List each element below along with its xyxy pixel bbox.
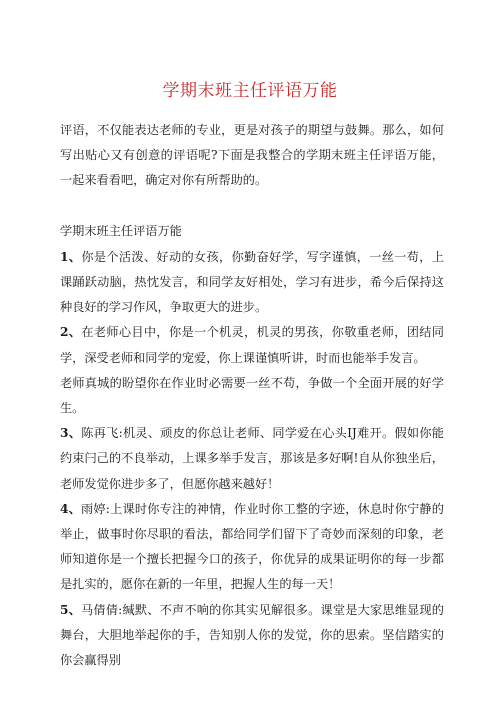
- item-text: 陈再飞:机灵、顽皮的你总让老师、同学爱在心头IJ难开。假如你能约束闩己的不良举动，上课多举手发言，那该是多好啊!自从你独坐后，老师发觉你进步多了，但愿你越来越好！: [60, 426, 444, 491]
- list-item: [60, 421, 444, 497]
- item-number: 2、: [60, 325, 82, 340]
- item-text: 马倩倩:缄默、不声不响的你其实见解很多。课堂是大家思维显现的舞台，大胆地举起你的手，告知别人你的发觉，你的思索。坚信踏实的你会赢得别: [60, 602, 444, 668]
- item-text: 老师真城的盼望你在作业时必需要一丝不苟，争做一个全面开展的好学生。: [60, 375, 444, 416]
- item-text: 雨婷:上课时你专注的神情，作业时你工整的字迹，休息时你宁静的举止，做事时你尽职的看法，都给同学们留下了奇妙而深刻的印象，老师知道你是一个擅长把握今口的孩子，你优异的成果证明你的每一步都是扎实的，愿你在新的一年里，把握人生的每一天！: [60, 501, 444, 592]
- list-item: [60, 497, 444, 598]
- item-number: 5、: [60, 602, 82, 617]
- document-body: [60, 118, 444, 673]
- item-number: 3、: [60, 426, 82, 441]
- item-text: 在老师心目中，你是一个机灵，机灵的男孩，你敬重老师，团结同学，深受老师和同学的宠爱，你上课谨慎听讲，时而也能举手发言。: [60, 325, 444, 365]
- list-item: [60, 245, 444, 321]
- item-number: 1、: [60, 249, 82, 264]
- item-number: 4、: [60, 501, 82, 516]
- list-item: [60, 598, 444, 674]
- item-text: 你是个活泼、好动的女孩，你勤奋好学，写字谨慎，一丝一苟，上课踊跃动脑，热忱发言，和同学友好相处，学习有进步，希今后保持这种良好的学习作风，争取更大的进步。: [60, 249, 444, 315]
- section-subheading: 学期末班主任评语万能: [60, 223, 182, 238]
- document-title: 学期末班主任评语万能: [162, 81, 338, 101]
- list-item: [60, 371, 444, 421]
- list-item: [60, 320, 444, 370]
- intro-paragraph: 评语，不仅能表达老师的专业，更是对孩子的期望与鼓舞。那么，如何写出贴心又有创意的评语呢?下面是我整合的学期末班主任评语万能，一起来看看吧，确定对你有所帮助的。: [60, 123, 444, 188]
